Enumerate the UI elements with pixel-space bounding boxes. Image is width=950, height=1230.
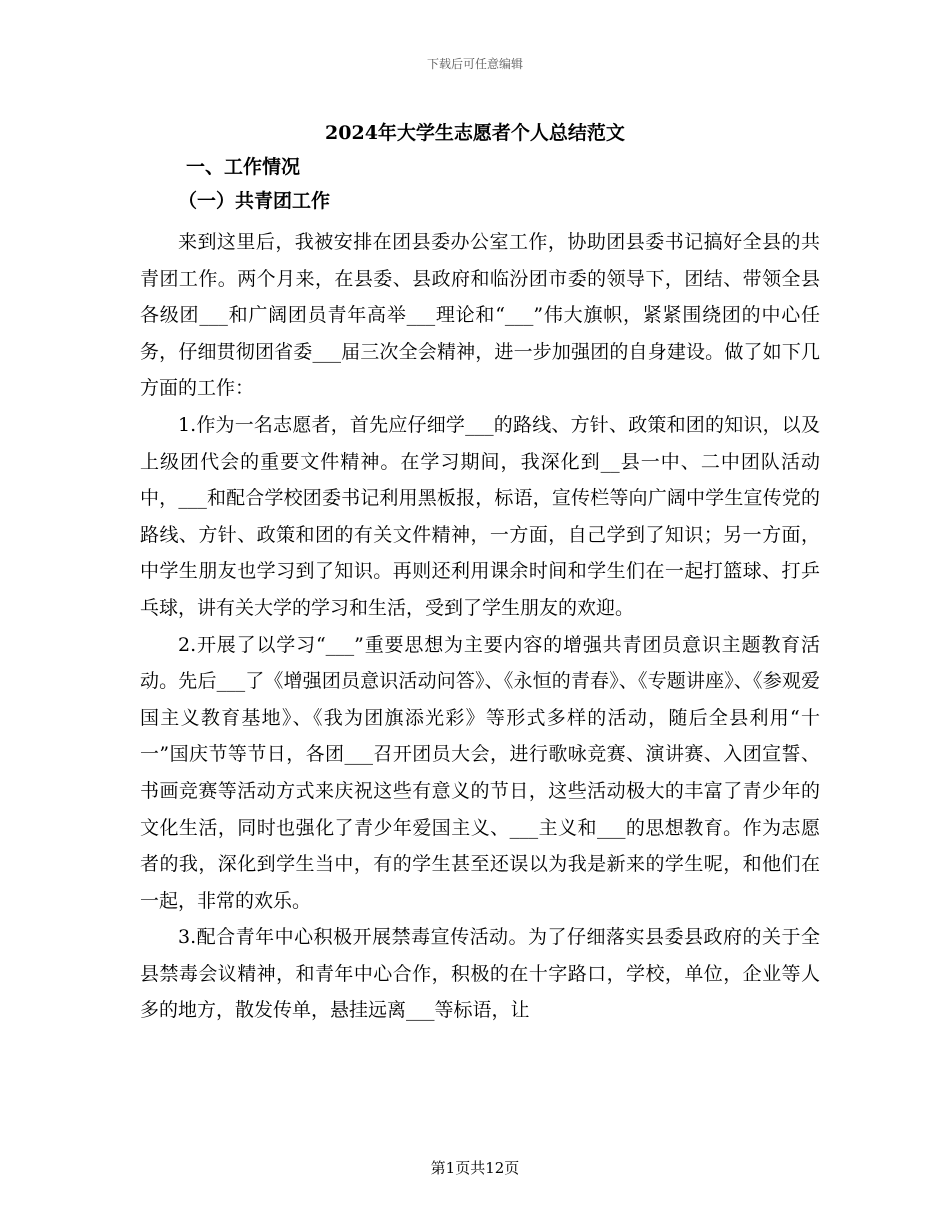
document-title: 2024年大学生志愿者个人总结范文 [325, 122, 625, 144]
paragraph-item-2: 2.开展了以学习“___”重要思想为主要内容的增强共青团员意识主题教育活动。先后___了《增强团员意识活动问答》、《永恒的青春》、《专题讲座》、《参观爱国主义教育基地》、《我为团旗添光彩》等形式多样的活动，随后全县利用“十一”国庆节等节日，各团___召开团员大会，进行歌咏竞赛、演讲赛、入团宣誓、书画竞赛等活动方式来庆祝这些有意义的节日，这些活动极大的丰富了青少年的文化生活，同时也强化了青少年爱国主义、___主义和___的思想教育。作为志愿者的我，深化到学生当中，有的学生甚至还误以为我是新来的学生呢，和他们在一起，非常的欢乐。 [140, 633, 820, 912]
subsection-heading: （一）共青团工作 [178, 190, 331, 212]
header-note: 下载后可任意编辑 [426, 57, 523, 71]
paragraph-intro: 来到这里后，我被安排在团县委办公室工作，协助团县委书记搞好全县的共青团工作。两个月来，在县委、县政府和临汾团市委的领导下，团结、带领全县各级团___和广阔团员青年高举___理论和“___”伟大旗帜，紧紧围绕团的中心任务，仔细贯彻团省委___届三次全会精神，进一步加强团的自身建设。做了如下几方面的工作： [140, 231, 820, 400]
document-body [140, 224, 820, 1029]
paragraph-item-3: 3.配合青年中心积极开展禁毒宣传活动。为了仔细落实县委县政府的关于全县禁毒会议精神，和青年中心合作，积极的在十字路口，学校，单位，企业等人多的地方，散发传单，悬挂远离___等标语，让 [140, 926, 820, 1022]
page-footer: 第1页共12页 [430, 1159, 520, 1177]
section-heading: 一、工作情况 [186, 156, 301, 178]
paragraph-item-1: 1.作为一名志愿者，首先应仔细学___的路线、方针、政策和团的知识，以及上级团代会的重要文件精神。在学习期间，我深化到__县一中、二中团队活动中，___和配合学校团委书记利用黑板报，标语，宣传栏等向广阔中学生宣传党的路线、方针、政策和团的有关文件精神，一方面，自己学到了知识；另一方面，中学生朋友也学习到了知识。再则还利用课余时间和学生们在一起打篮球、打乒乓球，讲有关大学的学习和生活，受到了学生朋友的欢迎。 [140, 413, 820, 619]
